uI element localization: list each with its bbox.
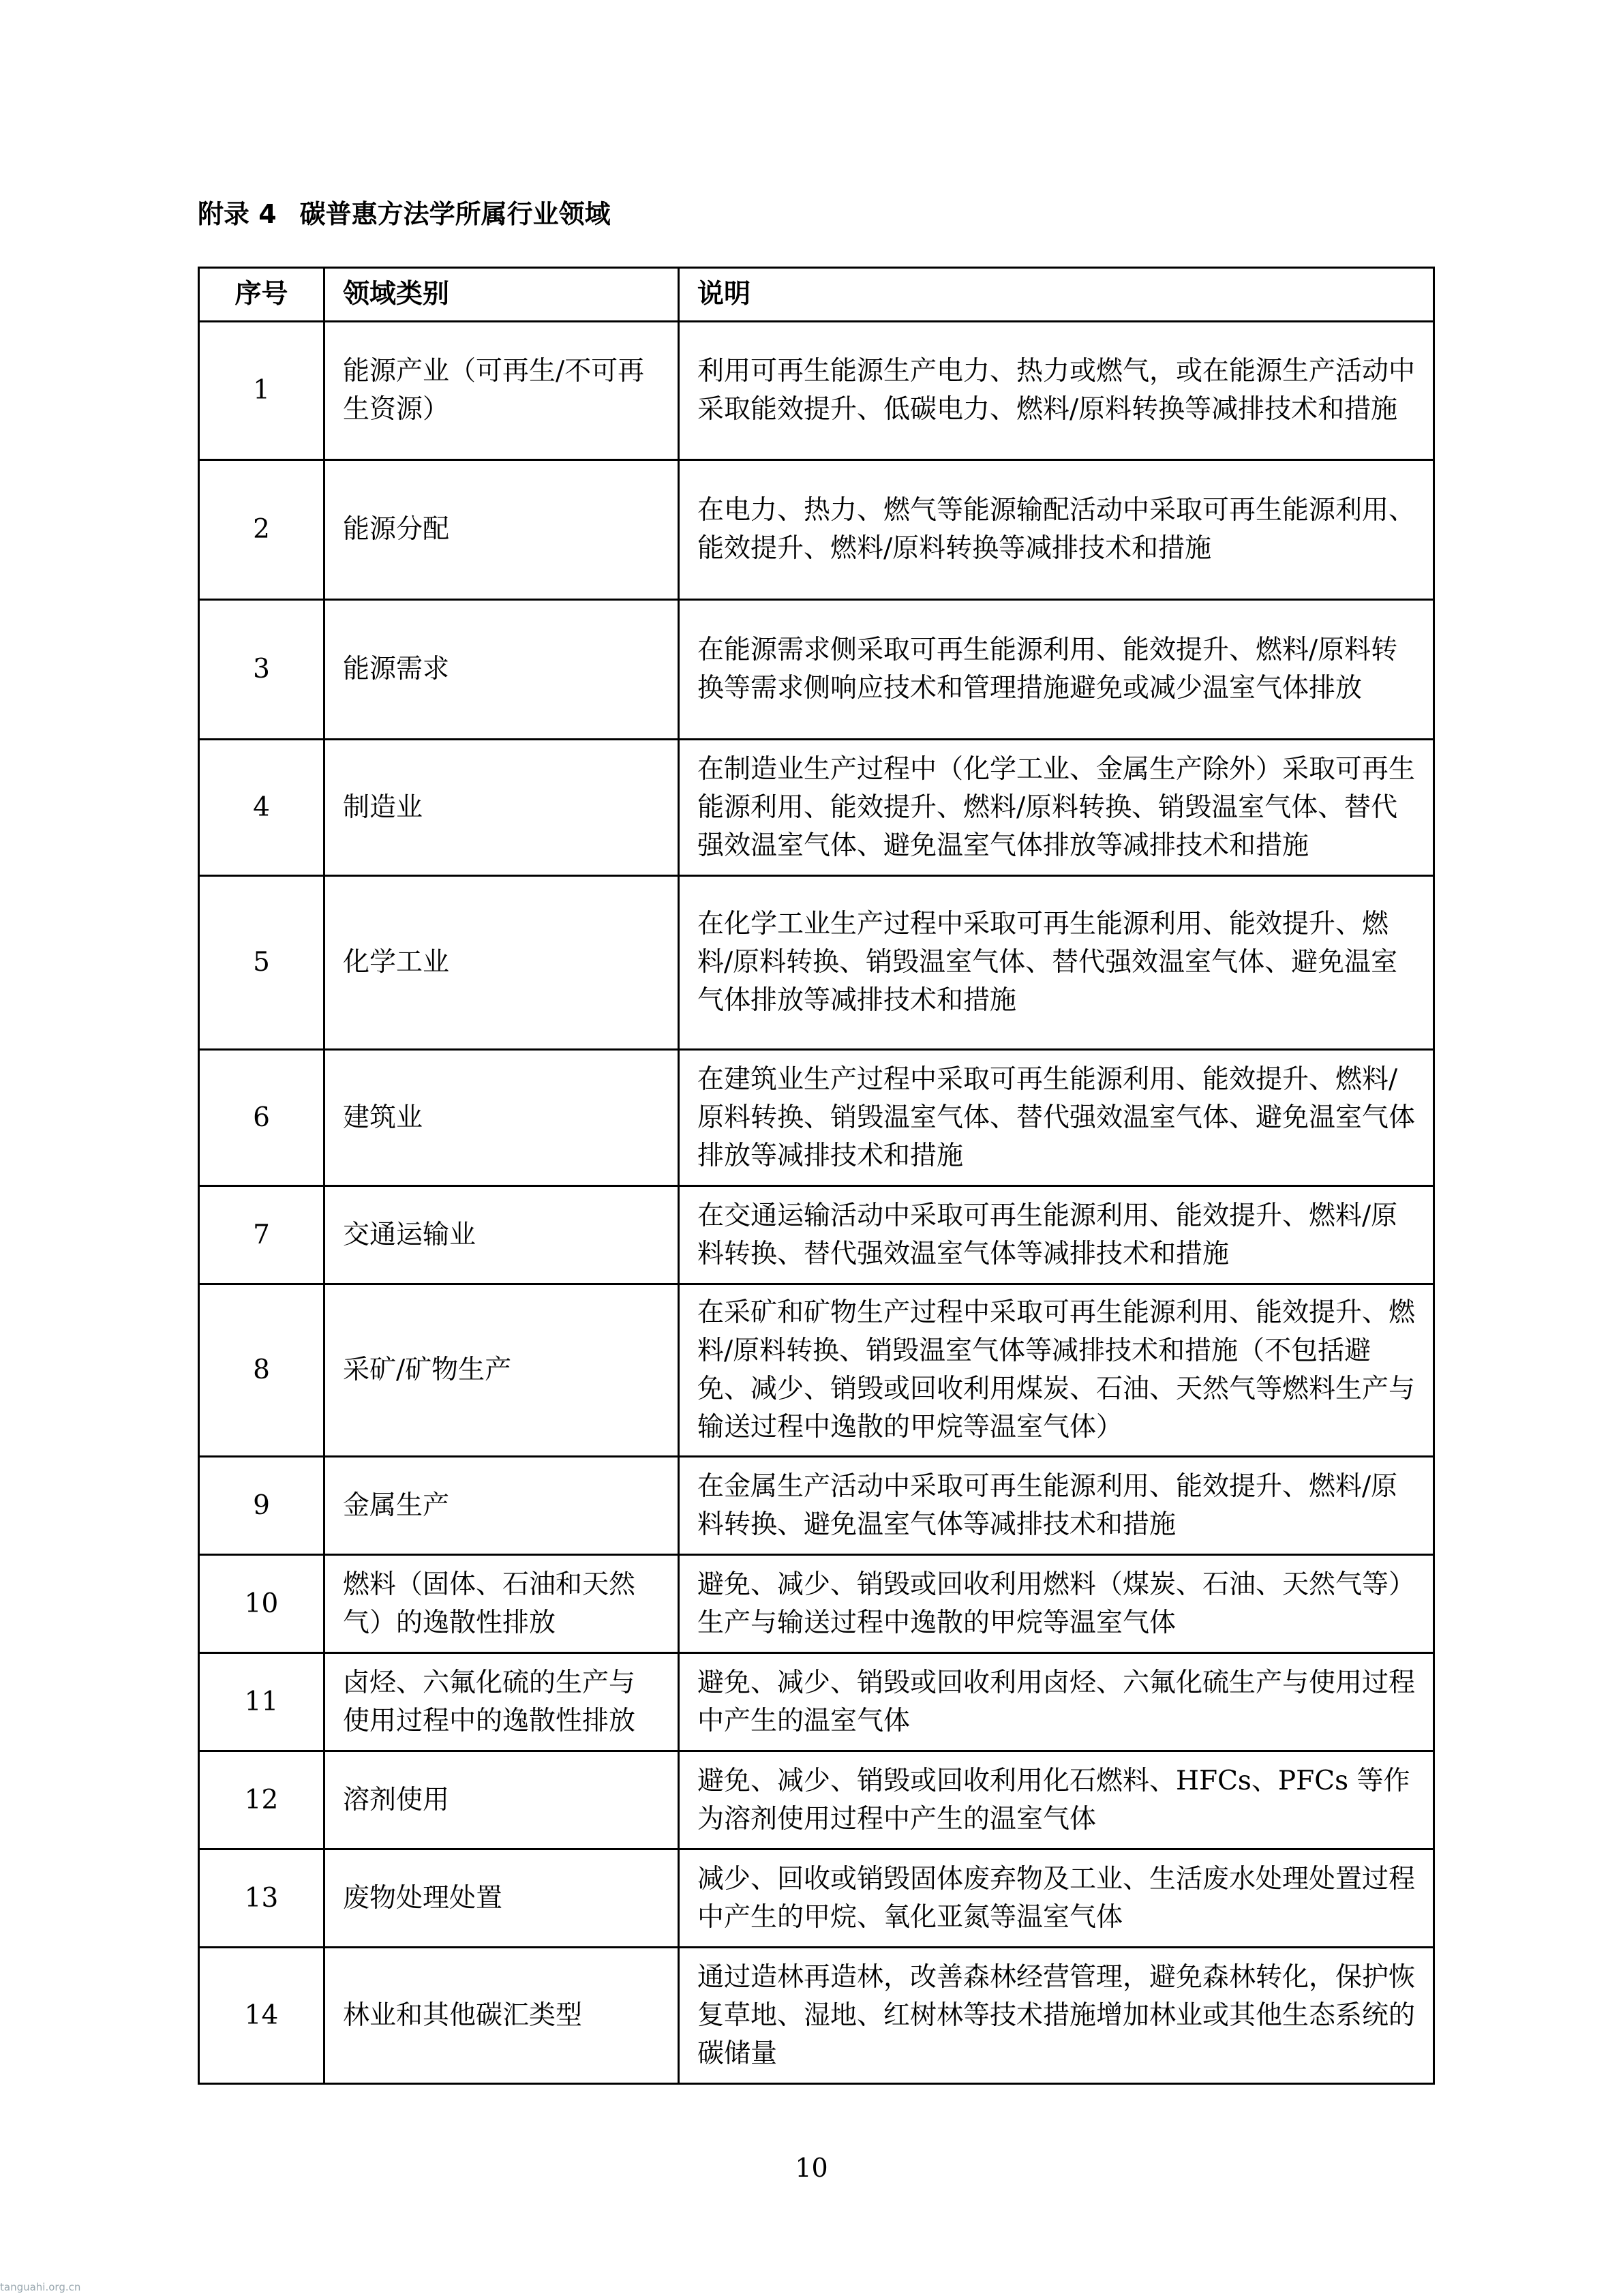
industry-domain-table [198, 267, 1435, 2085]
row-description: 避免、减少、销毁或回收利用化石燃料、HFCs、PFCs 等作为溶剂使用过程中产生的温室气体 [679, 1751, 1434, 1849]
row-index: 9 [199, 1457, 324, 1555]
appendix-heading [198, 197, 611, 231]
table-row [199, 740, 1434, 876]
row-category: 能源产业（可再生/不可再生资源） [324, 322, 679, 460]
table-row [199, 600, 1434, 740]
table-row [199, 460, 1434, 600]
table-row [199, 1457, 1434, 1555]
row-index: 6 [199, 1050, 324, 1186]
row-category: 废物处理处置 [324, 1849, 679, 1948]
row-description: 在制造业生产过程中（化学工业、金属生产除外）采取可再生能源利用、能效提升、燃料/原料转换、销毁温室气体、替代强效温室气体、避免温室气体排放等减排技术和措施 [679, 740, 1434, 876]
row-index: 14 [199, 1948, 324, 2084]
row-category: 能源分配 [324, 460, 679, 600]
row-category: 化学工业 [324, 876, 679, 1050]
row-index: 12 [199, 1751, 324, 1849]
table-row [199, 876, 1434, 1050]
row-category: 溶剂使用 [324, 1751, 679, 1849]
appendix-title: 碳普惠方法学所属行业领域 [299, 199, 611, 229]
table-row [199, 1284, 1434, 1457]
table-row [199, 1555, 1434, 1653]
table-row [199, 1751, 1434, 1849]
appendix-label: 附录 4 [198, 199, 277, 229]
row-description: 在采矿和矿物生产过程中采取可再生能源利用、能效提升、燃料/原料转换、销毁温室气体等减排技术和措施（不包括避免、减少、销毁或回收利用煤炭、石油、天然气等燃料生产与输送过程中逸散的甲烷等温室气体） [679, 1284, 1434, 1457]
row-category: 卤烃、六氟化硫的生产与使用过程中的逸散性排放 [324, 1653, 679, 1751]
header-description: 说明 [679, 268, 1434, 322]
row-category: 金属生产 [324, 1457, 679, 1555]
row-description: 通过造林再造林，改善森林经营管理，避免森林转化，保护恢复草地、湿地、红树林等技术措施增加林业或其他生态系统的碳储量 [679, 1948, 1434, 2084]
row-description: 避免、减少、销毁或回收利用燃料（煤炭、石油、天然气等）生产与输送过程中逸散的甲烷等温室气体 [679, 1555, 1434, 1653]
table-header-row [199, 268, 1434, 322]
row-category: 能源需求 [324, 600, 679, 740]
table-row [199, 1050, 1434, 1186]
header-index: 序号 [199, 268, 324, 322]
row-category: 交通运输业 [324, 1186, 679, 1284]
table-row [199, 1186, 1434, 1284]
row-description: 减少、回收或销毁固体废弃物及工业、生活废水处理处置过程中产生的甲烷、氧化亚氮等温室气体 [679, 1849, 1434, 1948]
table-row [199, 1653, 1434, 1751]
row-index: 10 [199, 1555, 324, 1653]
table-row [199, 322, 1434, 460]
row-index: 13 [199, 1849, 324, 1948]
row-description: 在交通运输活动中采取可再生能源利用、能效提升、燃料/原料转换、替代强效温室气体等减排技术和措施 [679, 1186, 1434, 1284]
row-description: 避免、减少、销毁或回收利用卤烃、六氟化硫生产与使用过程中产生的温室气体 [679, 1653, 1434, 1751]
row-index: 3 [199, 600, 324, 740]
row-index: 8 [199, 1284, 324, 1457]
watermark: tanguahi.org.cn [0, 2281, 81, 2293]
row-index: 5 [199, 876, 324, 1050]
row-index: 4 [199, 740, 324, 876]
row-category: 林业和其他碳汇类型 [324, 1948, 679, 2084]
row-index: 1 [199, 322, 324, 460]
row-description: 在化学工业生产过程中采取可再生能源利用、能效提升、燃料/原料转换、销毁温室气体、替代强效温室气体、避免温室气体排放等减排技术和措施 [679, 876, 1434, 1050]
page-number: 10 [795, 2153, 828, 2183]
table-row [199, 1849, 1434, 1948]
row-index: 11 [199, 1653, 324, 1751]
row-description: 在电力、热力、燃气等能源输配活动中采取可再生能源利用、能效提升、燃料/原料转换等减排技术和措施 [679, 460, 1434, 600]
row-index: 7 [199, 1186, 324, 1284]
row-description: 在能源需求侧采取可再生能源利用、能效提升、燃料/原料转换等需求侧响应技术和管理措施避免或减少温室气体排放 [679, 600, 1434, 740]
row-description: 利用可再生能源生产电力、热力或燃气，或在能源生产活动中采取能效提升、低碳电力、燃料/原料转换等减排技术和措施 [679, 322, 1434, 460]
row-category: 建筑业 [324, 1050, 679, 1186]
row-category: 采矿/矿物生产 [324, 1284, 679, 1457]
row-category: 制造业 [324, 740, 679, 876]
table-row [199, 1948, 1434, 2084]
header-category: 领域类别 [324, 268, 679, 322]
row-description: 在金属生产活动中采取可再生能源利用、能效提升、燃料/原料转换、避免温室气体等减排技术和措施 [679, 1457, 1434, 1555]
row-index: 2 [199, 460, 324, 600]
row-category: 燃料（固体、石油和天然气）的逸散性排放 [324, 1555, 679, 1653]
row-description: 在建筑业生产过程中采取可再生能源利用、能效提升、燃料/原料转换、销毁温室气体、替代强效温室气体、避免温室气体排放等减排技术和措施 [679, 1050, 1434, 1186]
